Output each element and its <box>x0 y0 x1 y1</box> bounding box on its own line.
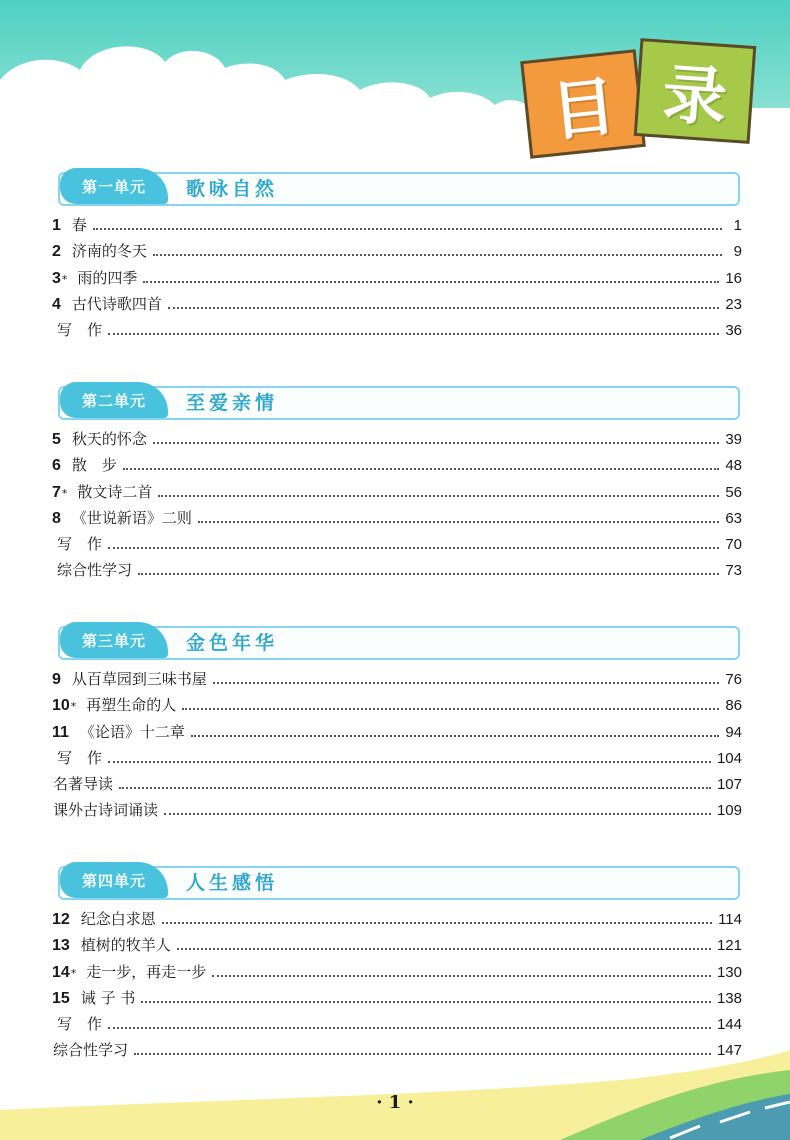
toc-entry[interactable] <box>52 238 742 264</box>
unit-3 <box>52 622 742 824</box>
dot-leader <box>198 520 719 523</box>
entry-page: 109 <box>716 802 742 820</box>
entry-title: 春 <box>71 216 87 234</box>
entry-number: 4 <box>52 295 61 313</box>
toc-entry[interactable] <box>52 797 742 823</box>
entry-page: 107 <box>716 776 742 794</box>
toc-entry[interactable] <box>52 479 742 505</box>
entry-title: 《论语》十二章 <box>79 722 185 741</box>
entry-title: 诫 子 书 <box>80 988 136 1007</box>
entry-page: 39 <box>725 431 742 448</box>
entry-number: 9 <box>52 671 61 688</box>
dot-leader <box>213 681 719 684</box>
toc-entry[interactable] <box>52 505 742 531</box>
entry-title: 综合性学习 <box>53 1041 129 1060</box>
toc-entry[interactable] <box>52 317 742 343</box>
entry-number: 12 <box>52 911 70 928</box>
entry-page: 1 <box>733 217 742 234</box>
entry-title: 综合性学习 <box>57 561 133 580</box>
entry-page: 94 <box>725 723 742 741</box>
entry-title: 名著导读 <box>53 775 114 794</box>
dot-leader <box>212 974 711 977</box>
entry-star: * <box>70 966 77 980</box>
entry-number: 5 <box>52 431 61 448</box>
toc-entry[interactable] <box>52 1011 742 1037</box>
entry-page: 16 <box>725 269 742 287</box>
entry-title: 课外古诗词诵读 <box>53 801 159 820</box>
toc-entry[interactable] <box>52 745 742 771</box>
entry-star: * <box>61 486 68 500</box>
entry-title: 济南的冬天 <box>71 242 147 261</box>
page-number: · 1 · <box>376 1092 414 1113</box>
toc-entry[interactable] <box>52 692 742 718</box>
dot-leader <box>162 921 712 924</box>
dot-leader <box>168 306 719 309</box>
toc-title <box>515 30 755 160</box>
title-card-green: 录 <box>634 38 757 144</box>
entry-page: 121 <box>716 937 742 955</box>
entry-star: * <box>70 700 77 714</box>
entry-title: 写 作 <box>57 535 103 554</box>
dot-leader <box>191 734 719 737</box>
entry-number: 6 <box>52 457 61 475</box>
entry-page: 114 <box>718 911 742 928</box>
entry-page: 48 <box>725 457 742 475</box>
toc-entry[interactable] <box>52 666 742 692</box>
entry-title: 《世说新语》二则 <box>71 508 192 527</box>
entry-number: 7 <box>52 483 61 501</box>
toc-entry[interactable] <box>52 959 742 985</box>
unit-label: 第一单元 <box>60 168 168 204</box>
unit-label: 第三单元 <box>60 622 168 658</box>
toc-entry[interactable] <box>52 771 742 797</box>
entry-star: * <box>61 272 68 286</box>
entry-number: 10 <box>52 697 70 715</box>
dot-leader <box>108 546 719 549</box>
entry-number: 3 <box>52 269 61 287</box>
unit-label: 第二单元 <box>60 382 168 418</box>
entry-number: 15 <box>52 989 70 1007</box>
toc-entry[interactable] <box>52 719 742 745</box>
dot-leader <box>93 227 722 230</box>
dot-leader <box>141 1000 711 1003</box>
unit-2 <box>52 382 742 584</box>
dot-leader <box>108 1026 711 1029</box>
toc-entry[interactable] <box>52 426 742 452</box>
toc-entry[interactable] <box>52 932 742 958</box>
unit-header <box>52 168 742 206</box>
unit-label: 第四单元 <box>60 862 168 898</box>
toc-entry[interactable] <box>52 985 742 1011</box>
entry-title: 从百草园到三味书屋 <box>71 670 207 688</box>
entry-page: 76 <box>725 671 742 688</box>
entry-page: 36 <box>725 322 742 340</box>
entry-number: 11 <box>52 723 69 741</box>
dot-leader <box>108 760 711 763</box>
entry-page: 138 <box>716 989 742 1007</box>
toc-entry[interactable] <box>52 212 742 238</box>
entry-page: 73 <box>725 562 742 580</box>
entry-page: 104 <box>716 749 742 767</box>
entry-page: 63 <box>725 509 742 527</box>
entry-number: 8 <box>52 509 61 527</box>
entry-title: 秋天的怀念 <box>71 430 147 448</box>
entry-title: 再塑生命的人 <box>86 696 177 715</box>
dot-leader <box>138 572 719 575</box>
unit-theme: 歌咏自然 <box>186 178 279 200</box>
entry-title: 走一步，再走一步 <box>86 962 207 981</box>
entry-page: 56 <box>725 483 742 501</box>
dot-leader <box>177 947 711 950</box>
unit-theme: 人生感悟 <box>186 872 279 894</box>
entry-title: 写 作 <box>57 1015 103 1034</box>
unit-4 <box>52 862 742 1064</box>
entry-number: 1 <box>52 217 61 234</box>
entry-number: 14 <box>52 963 70 981</box>
dot-leader <box>153 253 722 256</box>
dot-leader <box>158 494 719 497</box>
toc-entry[interactable] <box>52 557 742 583</box>
dot-leader <box>153 441 719 444</box>
entry-page: 9 <box>733 243 742 261</box>
entry-title: 纪念白求恩 <box>80 910 156 928</box>
title-card-orange: 目 <box>520 49 646 159</box>
entry-page: 130 <box>716 963 742 981</box>
entry-page: 86 <box>725 697 742 715</box>
entry-title: 雨的四季 <box>77 268 138 287</box>
dot-leader <box>123 467 719 470</box>
unit-header <box>52 862 742 900</box>
entry-title: 古代诗歌四首 <box>71 294 162 313</box>
entry-page: 23 <box>725 295 742 313</box>
dot-leader <box>119 786 711 789</box>
unit-1 <box>52 168 742 343</box>
entry-title: 写 作 <box>57 748 103 767</box>
entry-title: 植树的牧羊人 <box>80 936 171 955</box>
toc-entry[interactable] <box>52 291 742 317</box>
unit-header <box>52 382 742 420</box>
entry-page: 70 <box>725 536 742 554</box>
entry-number: 2 <box>52 243 61 261</box>
toc-entry[interactable] <box>52 906 742 932</box>
toc-entry[interactable] <box>52 265 742 291</box>
entry-page: 147 <box>716 1042 742 1060</box>
toc-entry[interactable] <box>52 452 742 478</box>
entry-title: 写 作 <box>57 321 103 340</box>
unit-header <box>52 622 742 660</box>
entry-title: 散 步 <box>71 456 117 475</box>
dot-leader <box>143 280 719 283</box>
dot-leader <box>182 707 719 710</box>
entry-number: 13 <box>52 937 70 955</box>
unit-theme: 金色年华 <box>186 632 279 654</box>
entry-title: 散文诗二首 <box>77 482 153 501</box>
dot-leader <box>164 812 711 815</box>
dot-leader <box>108 332 719 335</box>
unit-theme: 至爱亲情 <box>186 392 279 414</box>
toc-entry[interactable] <box>52 531 742 557</box>
entry-page: 144 <box>716 1016 742 1034</box>
